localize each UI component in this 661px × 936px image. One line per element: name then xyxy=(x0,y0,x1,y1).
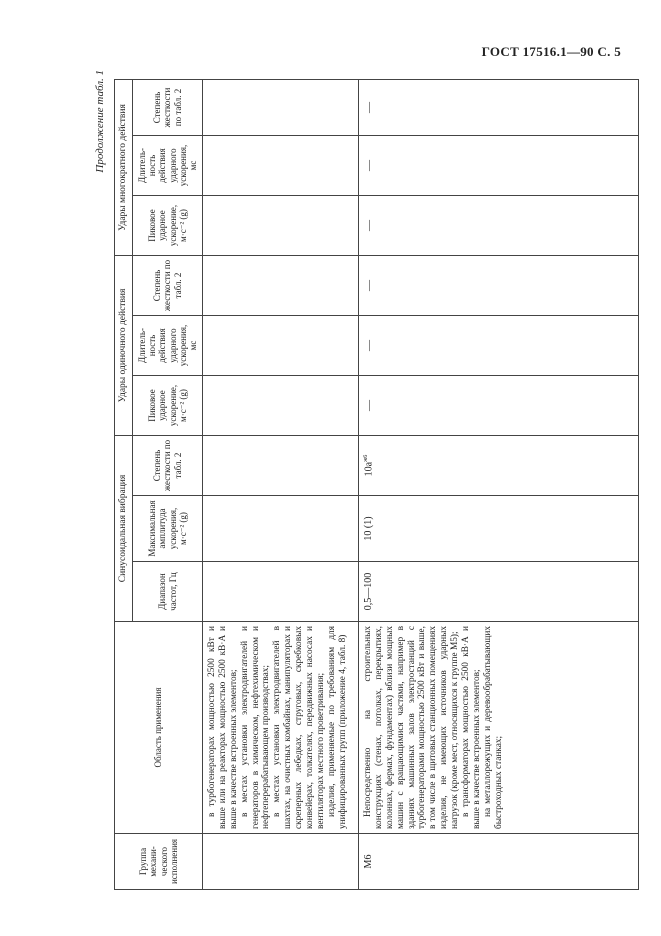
mechanical-groups-table xyxy=(114,79,639,890)
header-single-shock: Удары одиночного действия xyxy=(115,256,133,436)
freq-cell: 0,5—100 xyxy=(359,562,639,622)
multi-peak-cell: — xyxy=(359,196,639,256)
header-single-duration: Длительность действия ударного ускорения, мс xyxy=(133,316,203,376)
multi-duration-cell: — xyxy=(359,136,639,196)
header-max-amplitude: Максимальная амплитуда ускорения, м·с⁻² (g) xyxy=(133,496,203,562)
area-cell: Непосредственно на строительных конструкциях (стенах, потолках, перекрытиях, колоннах, фермах, фундаментах) вблизи мощных машин с вращающимися частями, например в зданиях машинных залов электростанций с турбогенераторами мощностью 2500 кВт и выше, в том числе в щитовых станционных помещениях изделия, не имеющих источников ударных нагрузок (кроме мест, относящихся к группе М5); в трансформаторах мощностью 2500 кВ·А и выше в качестве встроенных элементов; на металлорежущих и деревообрабатывающих быстроходных станках; xyxy=(359,622,639,834)
amp-cell: 10 (1) xyxy=(359,496,639,562)
single-severity-cell: — xyxy=(359,256,639,316)
table-row xyxy=(359,80,639,890)
header-multi-duration: Длительность действия ударного ускорения, мс xyxy=(133,136,203,196)
page-header: ГОСТ 17516.1—90 С. 5 xyxy=(481,44,621,59)
rotated-table-page xyxy=(94,70,639,890)
multi-severity-cell: — xyxy=(359,80,639,136)
header-sinus-vibration: Синусоидальная вибрация xyxy=(115,436,133,622)
header-group: Группа механического исполнения xyxy=(115,834,203,890)
single-duration-cell: — xyxy=(359,316,639,376)
header-multi-shock: Удары многократного действия xyxy=(115,80,133,256)
continuation-label: Продолжение табл. 1 xyxy=(94,70,106,173)
header-single-peak: Пиковое ударное ускорение, м·с⁻² (g) xyxy=(133,376,203,436)
area-cell-continued: в турбогенераторах мощностью 2500 кВт и выше или на реакторах мощностью 2500 кВ·А и выше в качестве встроенных элементов; в местах установки электродвигателей и генераторов в химическом, нефтехимическом и нефтеперерабатывающем производствах; в местах установки электродвигателей в шахтах, на очистных комбайнах, манипуляторах и скреперных лебедках, струговых, скребковых конвейерах, толкателях, передвижных насосах и вентиляторах местного проветривания; изделия, применяемые по требованиям для унифицированных групп (приложение 4, табл. 8) xyxy=(203,622,359,834)
header-sinus-severity: Степень жесткости по табл. 2 xyxy=(133,436,203,496)
header-freq-range: Диапазон частот, Гц xyxy=(133,562,203,622)
header-single-severity: Степень жесткости по табл. 2 xyxy=(133,256,203,316)
single-peak-cell: — xyxy=(359,376,639,436)
table-row xyxy=(203,80,359,890)
severity-cell: $10а^{ж6}$ xyxy=(359,436,639,496)
header-multi-severity: Степень жесткости по табл. 2 xyxy=(133,80,203,136)
group-cell: М6 xyxy=(359,834,639,890)
header-multi-peak: Пиковое ударное ускорение, м·с⁻² (g) xyxy=(133,196,203,256)
header-area: Область применения xyxy=(115,622,203,834)
